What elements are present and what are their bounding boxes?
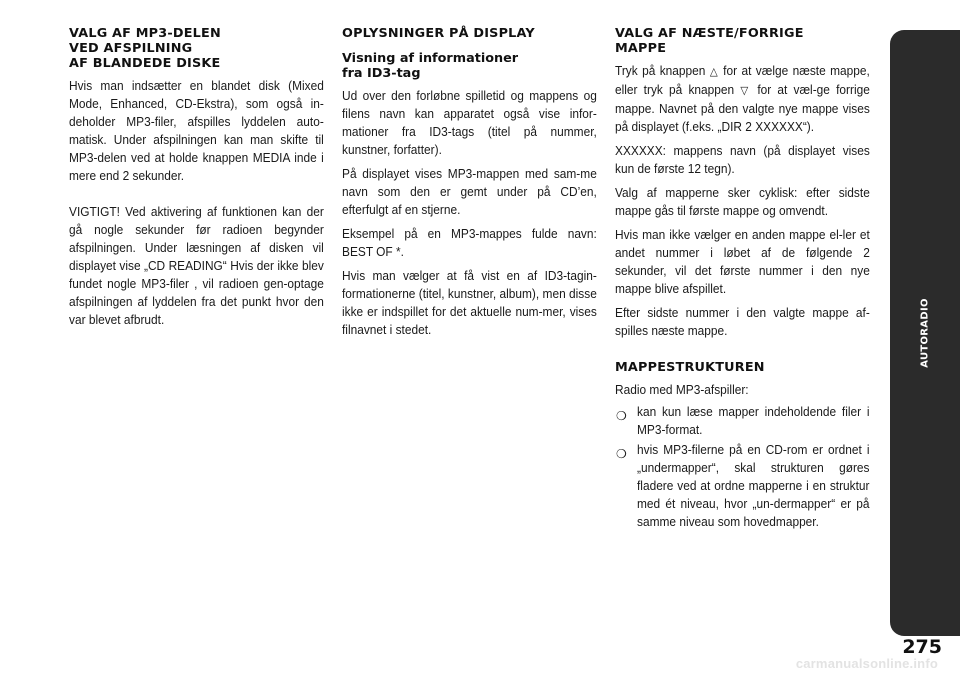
body-paragraph: Hvis man indsætter en blandet disk (Mixed Mode, Enhanced, CD-Ekstra), som også in-deholder MP3-filer, afspilles lyddelen auto-matisk. Under afspilningen kan man skifte til MP3-delen ved at holde knappen MEDIA inde i mere end 2 sekunder. [69, 78, 324, 183]
subheading-id3 [342, 51, 597, 81]
list-item-text: hvis MP3-filerne på en CD-rom er ordnet i „undermapper“, skal strukturen gøres fladere ved at ordne mapperne i en struktur med ét niveau, hvor „un-dermapper“ er på samme niveau som hovedmapper. [637, 442, 870, 529]
body-paragraph: Efter sidste nummer i den valgte mappe af-spilles næste mappe. [615, 305, 870, 338]
section-heading-folder-structure: MAPPESTRUKTUREN [615, 360, 765, 375]
body-paragraph: Valg af mapperne sker cyklisk: efter sidste mappe gås til første mappe og omvendt. [615, 185, 870, 218]
heading-line: AF BLANDEDE DISKE [69, 56, 221, 71]
up-triangle-icon: △ [709, 66, 719, 78]
body-paragraph: Eksempel på en MP3-mappes fulde navn: BEST OF *. [342, 226, 597, 259]
circle-bullet-icon: ❍ [616, 447, 627, 461]
column-3 [615, 26, 870, 531]
heading-line: VALG AF MP3-DELEN [69, 26, 221, 41]
circle-bullet-icon: ❍ [616, 409, 627, 423]
section-heading-mp3-part [69, 26, 324, 71]
text-run: for at vælge næste mappe, eller tryk på knappen [615, 63, 870, 97]
important-note: VIGTIGT! Ved aktivering af funktionen kan der gå nogle sekunder før radioen begynder afspilningen. Under læsningen af disken vil displayet vise „CD READING“ Hvis der ikke blev fundet nogle MP3-filer , vil radioen gen-optage afspilningen af lyddelen fra det punkt hvor den var blevet afbrudt. [69, 204, 324, 327]
bullet-list [615, 403, 870, 531]
text-run: Tryk på knappen [615, 63, 706, 78]
heading-line: VED AFSPILNING [69, 41, 193, 56]
body-paragraph: Hvis man vælger at få vist en af ID3-tagin-formationerne (titel, kunstner, album), men disse ikke er indspillet for det aktuelle num-mer, vises filnavnet i stedet. [342, 268, 597, 337]
body-paragraph: Hvis man ikke vælger en anden mappe el-ler et andet nummer i løbet af de følgende 2 sekunder, vil det første nummer i den nye mappe blive afspillet. [615, 227, 870, 296]
down-triangle-icon: ▽ [740, 85, 752, 97]
subheading-line: fra ID3-tag [342, 66, 421, 81]
body-paragraph: På displayet vises MP3-mappen med sam-me navn som den er gemt under på CD’en, efterfulgt af en stjerne. [342, 166, 597, 217]
body-paragraph-intro: Radio med MP3-afspiller: [615, 382, 749, 397]
page-number: 275 [902, 636, 942, 658]
list-item [615, 441, 870, 531]
subheading-line: Visning af informationer [342, 51, 519, 66]
section-heading-display-info: OPLYSNINGER PÅ DISPLAY [342, 26, 535, 41]
list-item [615, 403, 870, 439]
heading-line: MAPPE [615, 41, 667, 56]
text-run: for at væl-ge forrige mappe. Navnet på den valgte nye mappe vises på displayet (f.eks. „DIR 2 XXXXXX“). [615, 82, 870, 134]
chapter-tab-label: AUTORADIO [919, 298, 931, 368]
heading-line: VALG AF NÆSTE/FORRIGE [615, 26, 804, 41]
watermark: carmanualsonline.info [795, 656, 938, 671]
body-paragraph: Ud over den forløbne spilletid og mappens og filens navn kan apparatet også vise infor-mationer fra ID3-tags (titel på nummer, kunstner, forfatter). [342, 88, 597, 157]
chapter-tab [890, 30, 960, 636]
column-2 [342, 26, 597, 339]
section-heading-next-prev-folder [615, 26, 870, 56]
column-1 [69, 26, 324, 329]
body-paragraph: XXXXXX: mappens navn (på displayet vises kun de første 12 tegn). [615, 143, 870, 176]
body-paragraph-buttons [615, 62, 870, 136]
list-item-text: kan kun læse mapper indeholdende filer i MP3-format. [637, 404, 870, 437]
